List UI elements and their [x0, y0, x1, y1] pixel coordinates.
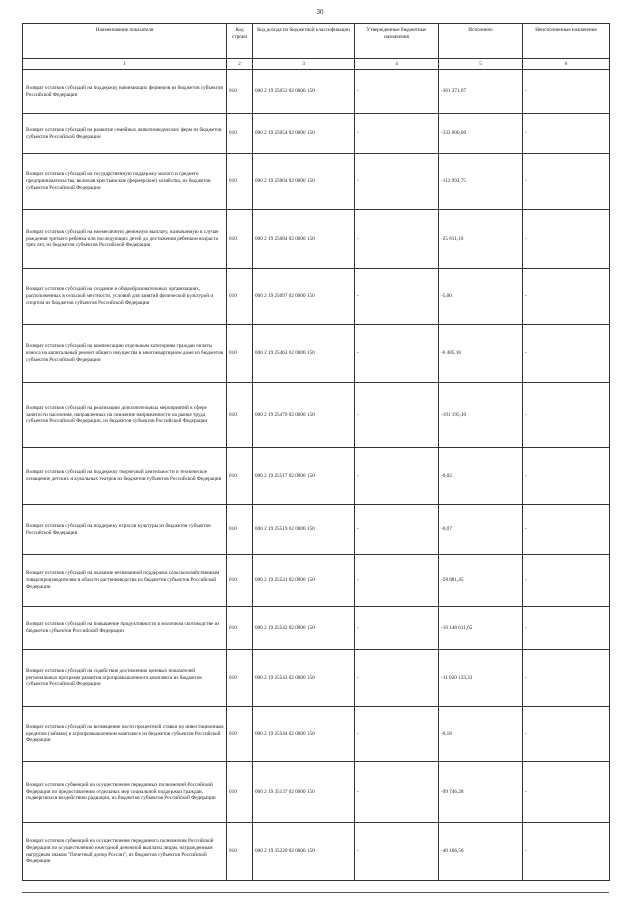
table-row [23, 114, 610, 154]
income-code: 000 2 19 25541 02 0000 150 [253, 555, 355, 607]
executed-value: -40 166,56 [439, 823, 523, 881]
indicator-name: Возврат остатков субсидий на поддержку начинающих фермеров из бюджетов субъектов Российской Федерации [23, 70, 227, 114]
indicator-name: Возврат остатков субсидий на реализацию дополнительных мероприятий в сфере занятости населения, направленных на снижение напряженности на рынке труда субъектов Российской Федерации, из бюджетов субъектов Российской Федерации [23, 383, 227, 448]
column-number: 6 [523, 59, 610, 70]
header-income-code: Код дохода по бюджетной классификации [253, 24, 355, 59]
line-code: 010 [227, 210, 253, 269]
line-code: 010 [227, 383, 253, 448]
indicator-name: Возврат остатков субсидий на создание в общеобразовательных организациях, расположенных в сельской местности, условий для занятий физической культурой и спортом из бюджетов субъектов Российской Федерации [23, 269, 227, 325]
executed-value: -11 020 133,33 [439, 650, 523, 707]
line-code: 010 [227, 823, 253, 881]
line-code: 010 [227, 325, 253, 383]
executed-value: -16 148 611,65 [439, 607, 523, 650]
approved-value: - [355, 210, 439, 269]
unexecuted-value: - [523, 383, 610, 448]
income-code: 000 2 19 25542 02 0000 150 [253, 607, 355, 650]
unexecuted-value: - [523, 707, 610, 762]
column-number: 1 [23, 59, 227, 70]
table-row [23, 325, 610, 383]
indicator-name: Возврат остатков субсидий на государственную поддержку малого и среднего предпринимательства, включая крестьянские (фермерские) хозяйства, из бюджетов субъектов Российской Федерации [23, 154, 227, 210]
approved-value: - [355, 555, 439, 607]
unexecuted-value: - [523, 210, 610, 269]
header-unexecuted: Неисполненные назначения [523, 24, 610, 59]
table-row [23, 823, 610, 881]
income-code: 000 2 19 25543 02 0000 150 [253, 650, 355, 707]
indicator-name: Возврат остатков субсидий на ежемесячную денежную выплату, назначаемую в случае рождения третьего ребенка или последующих детей до достижения ребенком возраста трех лет, из бюджетов субъектов Российской Федерации [23, 210, 227, 269]
line-code: 010 [227, 762, 253, 823]
approved-value: - [355, 325, 439, 383]
line-code: 010 [227, 269, 253, 325]
header-line-code: Код строки [227, 24, 253, 59]
line-code: 010 [227, 114, 253, 154]
unexecuted-value: - [523, 269, 610, 325]
indicator-name: Возврат остатков субсидий на повышение продуктивности в молочном скотоводстве из бюджетов субъектов Российской Федерации [23, 607, 227, 650]
column-number-row [23, 59, 610, 70]
table-row [23, 383, 610, 448]
executed-value: -25 611,10 [439, 210, 523, 269]
approved-value: - [355, 269, 439, 325]
income-code: 000 2 19 25054 02 0000 150 [253, 114, 355, 154]
table-row [23, 269, 610, 325]
line-code: 010 [227, 650, 253, 707]
budget-execution-table [22, 23, 610, 881]
line-code: 010 [227, 70, 253, 114]
table-row [23, 762, 610, 823]
unexecuted-value: - [523, 325, 610, 383]
header-approved: Утвержденные бюджетные назначения [355, 24, 439, 59]
table-row [23, 154, 610, 210]
unexecuted-value: - [523, 70, 610, 114]
indicator-name: Возврат остатков субсидий на оказание несвязанной поддержки сельскохозяйственным товаропроизводителям в области растениеводства из бюджетов субъектов Российской Федерации [23, 555, 227, 607]
indicator-name: Возврат остатков субсидий на компенсацию отдельным категориям граждан оплаты взноса на капитальный ремонт общего имущества в многоквартирном доме из бюджетов субъектов Российской Федерации [23, 325, 227, 383]
executed-value: -0,02 [439, 448, 523, 505]
executed-value: -191 195,10 [439, 383, 523, 448]
approved-value: - [355, 505, 439, 555]
approved-value: - [355, 448, 439, 505]
indicator-name: Возврат остатков субсидий на поддержку отрасли культуры из бюджетов субъектов Российской Федерации [23, 505, 227, 555]
executed-value: -333 000,00 [439, 114, 523, 154]
indicator-name: Возврат остатков субвенций на осуществление переданных полномочий Российской Федерации по предоставлению отдельных мер социальной поддержки граждан, подвергшихся воздействию радиации, из бюджетов субъектов Российской Федерации [23, 762, 227, 823]
unexecuted-value: - [523, 607, 610, 650]
table-row [23, 607, 610, 650]
line-code: 010 [227, 505, 253, 555]
unexecuted-value: - [523, 154, 610, 210]
header-indicator-name: Наименование показателя [23, 24, 227, 59]
approved-value: - [355, 114, 439, 154]
header-executed: Исполнено [439, 24, 523, 59]
column-number: 3 [253, 59, 355, 70]
executed-value: -0,07 [439, 505, 523, 555]
approved-value: - [355, 70, 439, 114]
column-number: 2 [227, 59, 253, 70]
executed-value: -0,18 [439, 707, 523, 762]
income-code: 000 2 19 25519 02 0000 150 [253, 505, 355, 555]
table-row [23, 650, 610, 707]
column-number: 4 [355, 59, 439, 70]
table-row [23, 448, 610, 505]
line-code: 010 [227, 607, 253, 650]
executed-value: -113 993,75 [439, 154, 523, 210]
approved-value: - [355, 762, 439, 823]
approved-value: - [355, 383, 439, 448]
unexecuted-value: - [523, 650, 610, 707]
executed-value: -28 881,45 [439, 555, 523, 607]
approved-value: - [355, 607, 439, 650]
approved-value: - [355, 707, 439, 762]
income-code: 000 2 19 25097 02 0000 150 [253, 269, 355, 325]
income-code: 000 2 19 25544 02 0000 150 [253, 707, 355, 762]
income-code: 000 2 19 25470 02 0000 150 [253, 383, 355, 448]
unexecuted-value: - [523, 762, 610, 823]
column-number: 5 [439, 59, 523, 70]
indicator-name: Возврат остатков субсидий на возмещение части процентной ставки по инвестиционным кредитам (займам) в агропромышленном комплексе из бюджетов субъектов Российской Федерации [23, 707, 227, 762]
indicator-name: Возврат остатков субсидий на содействие достижению целевых показателей региональных программ развития агропромышленного комплекса из бюджетов субъектов Российской Федерации [23, 650, 227, 707]
indicator-name: Возврат остатков субсидий на развитие семейных животноводческих ферм из бюджетов субъектов Российской Федерации [23, 114, 227, 154]
income-code: 000 2 19 25517 02 0000 150 [253, 448, 355, 505]
unexecuted-value: - [523, 114, 610, 154]
unexecuted-value: - [523, 505, 610, 555]
table-row [23, 210, 610, 269]
page-bottom-rule [22, 892, 609, 893]
line-code: 010 [227, 448, 253, 505]
executed-value: -361 371,67 [439, 70, 523, 114]
unexecuted-value: - [523, 555, 610, 607]
income-code: 000 2 19 25053 02 0000 150 [253, 70, 355, 114]
page-number: 30 [316, 8, 324, 16]
income-code: 000 2 19 25462 02 0000 150 [253, 325, 355, 383]
unexecuted-value: - [523, 448, 610, 505]
table-row [23, 707, 610, 762]
approved-value: - [355, 823, 439, 881]
indicator-name: Возврат остатков субсидий на поддержку творческой деятельности и техническое оснащение детских и кукольных театров из бюджетов субъектов Российской Федерации [23, 448, 227, 505]
income-code: 000 2 19 25084 02 0000 150 [253, 210, 355, 269]
executed-value: -6 485,18 [439, 325, 523, 383]
executed-value: -99 746,28 [439, 762, 523, 823]
indicator-name: Возврат остатков субвенций на осуществление переданного полномочия Российской Федерации по осуществлению ежегодной денежной выплаты лицам, награжденным нагрудным знаком "Почетный донор России", из бюджетов субъектов Российской Федерации [23, 823, 227, 881]
approved-value: - [355, 154, 439, 210]
table-row [23, 555, 610, 607]
table-row [23, 70, 610, 114]
table-row [23, 505, 610, 555]
line-code: 010 [227, 154, 253, 210]
income-code: 000 2 19 25064 02 0000 150 [253, 154, 355, 210]
line-code: 010 [227, 707, 253, 762]
executed-value: -5,00 [439, 269, 523, 325]
income-code: 000 2 19 35220 02 0000 150 [253, 823, 355, 881]
table-header-row [23, 24, 610, 59]
income-code: 000 2 19 35137 02 0000 150 [253, 762, 355, 823]
line-code: 010 [227, 555, 253, 607]
unexecuted-value: - [523, 823, 610, 881]
approved-value: - [355, 650, 439, 707]
